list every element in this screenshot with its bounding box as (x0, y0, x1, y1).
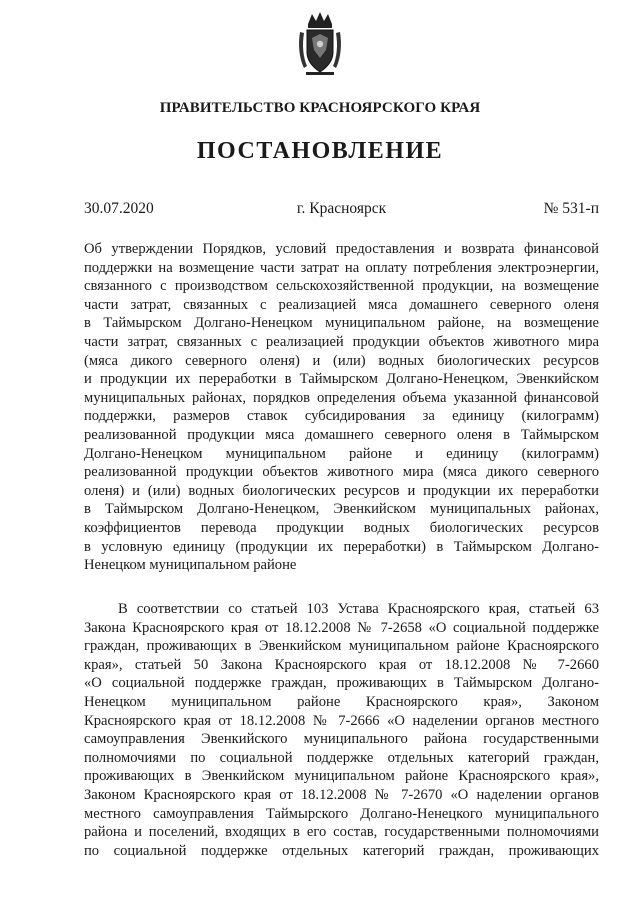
body-line: самоуправления Эвенкийского муниципального района государственными (84, 731, 599, 748)
document-body-paragraph (84, 600, 599, 860)
title-line: поддержки, размеров ставок субсидирования за единицу (килограмм) (84, 408, 599, 425)
title-line: и продукции их переработки в Таймырском Долгано-Ненецком, Эвенкийском (84, 371, 599, 388)
title-line: реализованной продукции объектов животного мира (мяса дикого северного (84, 464, 599, 481)
title-line: (мяса дикого северного оленя) и (или) водных биологических ресурсов (84, 352, 599, 369)
body-line: по социальной поддержке отдельных категорий граждан, проживающих (84, 842, 599, 859)
title-line: в условную единицу (продукции их переработки) в Таймырском Долгано- (84, 538, 599, 555)
body-line: В соответствии со статьей 103 Устава Красноярского края, статьей 63 (118, 601, 599, 617)
title-line: Об утверждении Порядков, условий предоставления и возврата финансовой (84, 241, 599, 257)
title-line: оленя) и (или) водных биологических ресурсов и продукции их переработки (84, 482, 599, 499)
title-line: муниципальных районах, порядков определения объема указанной финансовой (84, 389, 599, 406)
title-line: Долгано-Ненецком муниципальном районе и единицу (килограмм) (84, 445, 599, 462)
title-line: в Таймырском Долгано-Ненецком муниципальном районе, на возмещение (84, 315, 599, 332)
body-line: местного самоуправления Таймырского Долгано-Ненецкого муниципального (84, 805, 599, 822)
body-line: края», статьей 50 Закона Красноярского края от 18.12.2008 № 7-2660 (84, 656, 599, 673)
title-line: коэффициентов перевода продукции водных биологических ресурсов (84, 519, 599, 536)
body-line: проживающих в Эвенкийском муниципальном районе Красноярского края», (84, 768, 599, 785)
title-line: связанного с производством сельскохозяйственной продукции, на возмещение (84, 278, 599, 295)
body-line: граждан, проживающих в Эвенкийском муниципальном районе Красноярского (84, 638, 599, 655)
body-line: Закона Красноярского края от 18.12.2008 № 7-2658 «О социальной поддержке (84, 619, 599, 636)
title-line: поддержки на возмещение части затрат на оплату потребления электроэнергии, (84, 259, 599, 276)
body-line: «О социальной поддержке граждан, проживающих в Таймырском Долгано- (84, 675, 599, 692)
coat-of-arms-icon (298, 10, 342, 78)
title-line: в Таймырском Долгано-Ненецком, Эвенкийском муниципальных районах, (84, 501, 599, 518)
document-city: г. Красноярск (296, 200, 387, 217)
body-line: Законом Красноярского края от 18.12.2008 № 7-2670 «О наделении органов (84, 786, 599, 803)
title-line: Ненецком муниципальном районе (84, 557, 297, 574)
document-type-title: ПОСТАНОВЛЕНИЕ (196, 138, 444, 164)
body-line: района и поселений, входящих в его состав, государственными полномочиями (84, 824, 599, 841)
organization-name: ПРАВИТЕЛЬСТВО КРАСНОЯРСКОГО КРАЯ (159, 100, 481, 116)
body-line: полномочиями по социальной поддержке отдельных категорий граждан, (84, 749, 599, 766)
document-subject-title (84, 240, 599, 575)
document-number: № 531-п (543, 200, 599, 217)
title-line: реализованной продукции мяса домашнего северного оленя в Таймырском (84, 426, 599, 443)
body-line: Красноярского края от 18.12.2008 № 7-2666 «О наделении органов местного (84, 712, 599, 729)
body-line: Ненецком муниципальном районе Красноярского края», Законом (84, 693, 599, 710)
document-date: 30.07.2020 (84, 200, 154, 217)
document-meta-row (84, 200, 599, 220)
title-line: части затрат, связанных с реализацией мяса домашнего северного оленя (84, 296, 599, 313)
title-line: части затрат, связанных с реализацией продукции объектов животного мира (84, 333, 599, 350)
